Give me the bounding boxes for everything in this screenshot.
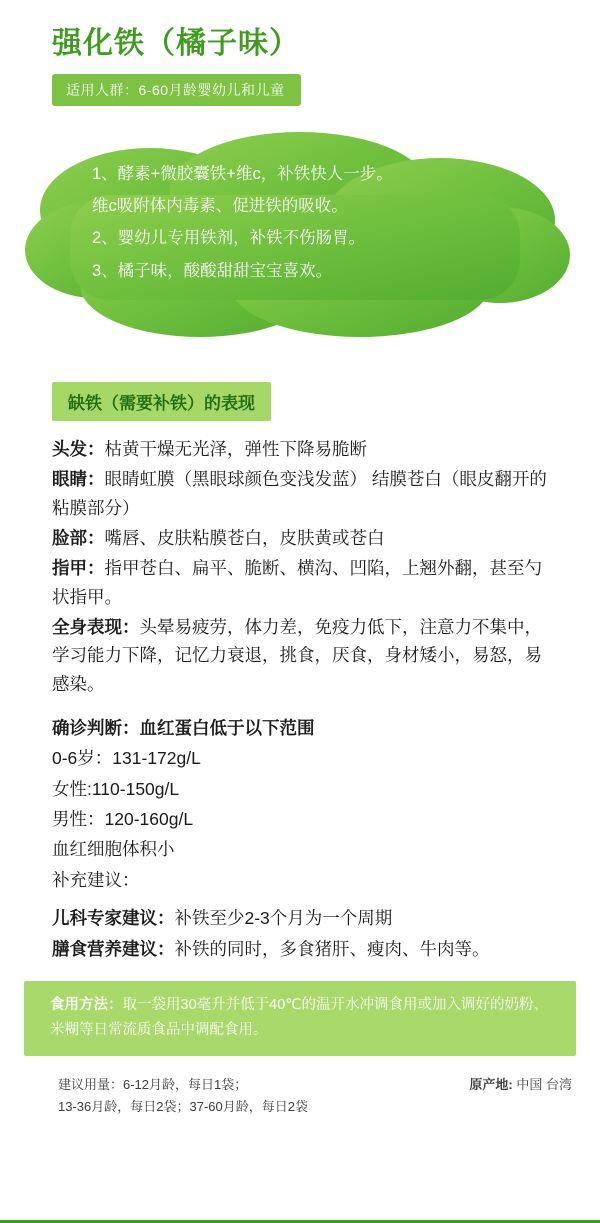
dosage-line-2: 13-36月龄，每日2袋；37-60月龄，每日2袋 — [58, 1098, 308, 1114]
symptoms-section-header — [0, 360, 600, 435]
header — [0, 0, 600, 106]
diagnosis-range: 血红细胞体积小 — [52, 839, 175, 860]
diagnosis-heading: 确诊判断：血红蛋白低于以下范围 — [52, 718, 315, 739]
dosage-info — [58, 1074, 449, 1118]
origin-label: 原产地: — [469, 1076, 513, 1092]
symptoms-body — [0, 435, 600, 963]
highlight-line-2: 维c吸附体内毒素、促进铁的吸收。 — [92, 197, 348, 216]
symptom-label: 头发： — [52, 439, 105, 459]
usage-instructions-box — [24, 981, 576, 1056]
footer — [0, 1074, 600, 1118]
advice-label: 膳食营养建议： — [52, 938, 175, 959]
symptom-text: 指甲苍白、扁平、脆断、横沟、凹陷，上翘外翻，甚至勺状指甲。 — [52, 558, 542, 607]
symptom-item — [52, 524, 558, 552]
usage-label: 食用方法： — [50, 996, 123, 1013]
dosage-line-1: 建议用量：6-12月龄，每日1袋； — [58, 1076, 248, 1092]
advice-text: 补铁的同时，多食猪肝、瘦肉、牛肉等。 — [174, 938, 490, 959]
symptom-label: 全身表现： — [52, 617, 140, 638]
advice-text: 补铁至少2-3个月为一个周期 — [174, 908, 393, 929]
symptom-label: 眼睛： — [52, 469, 105, 490]
symptom-text: 头晕易疲劳，体力差，免疫力低下，注意力不集中，学习能力下降，记忆力衰退，挑食，厌食，身材矮小，易怒，易感染。 — [52, 617, 542, 694]
advice-item — [52, 904, 558, 932]
advice-label: 儿科专家建议： — [52, 908, 175, 929]
advice-item — [52, 935, 558, 963]
origin-info — [449, 1074, 572, 1096]
symptom-label: 指甲： — [52, 558, 105, 579]
origin-value: 中国 台湾 — [516, 1076, 572, 1092]
highlight-line-4: 3、橘子味，酸酸甜甜宝宝喜欢。 — [92, 261, 333, 280]
diagnosis-range: 补充建议： — [52, 869, 140, 890]
section-title: 缺铁（需要补铁）的表现 — [52, 382, 271, 421]
symptom-item — [52, 435, 558, 463]
symptom-label: 脸部： — [52, 528, 105, 549]
symptom-text: 眼睛虹膜（黑眼球颜色变浅发蓝） 结膜苍白（眼皮翻开的粘膜部分） — [52, 469, 547, 518]
diagnosis-range: 女性:110-150g/L — [52, 778, 180, 799]
symptom-text: 枯黄干燥无光泽，弹性下降易脆断 — [104, 439, 367, 459]
symptom-text: 嘴唇、皮肤粘膜苍白，皮肤黄或苍白 — [104, 528, 385, 549]
audience-badge: 适用人群：6-60月龄婴幼儿和儿童 — [52, 74, 301, 106]
symptom-item — [52, 554, 558, 611]
symptom-item — [52, 613, 558, 698]
highlight-text — [92, 158, 512, 287]
diagnosis-range: 男性：120-160g/L — [52, 809, 194, 830]
diagnosis-range: 0-6岁：131-172g/L — [52, 748, 201, 769]
highlight-line-3: 2、婴幼儿专用铁剂，补铁不伤肠胃。 — [92, 229, 366, 248]
page-title: 强化铁（橘子味） — [52, 27, 300, 60]
highlight-blob — [0, 120, 600, 360]
highlight-line-1: 1、酵素+微胶囊铁+维c，补铁快人一步。 — [92, 165, 393, 183]
symptom-item — [52, 465, 558, 522]
usage-text: 取一袋用30毫升并低于40℃的温开水冲调食用或加入调好的奶粉、米糊等日常流质食品中调配食用。 — [50, 996, 549, 1039]
